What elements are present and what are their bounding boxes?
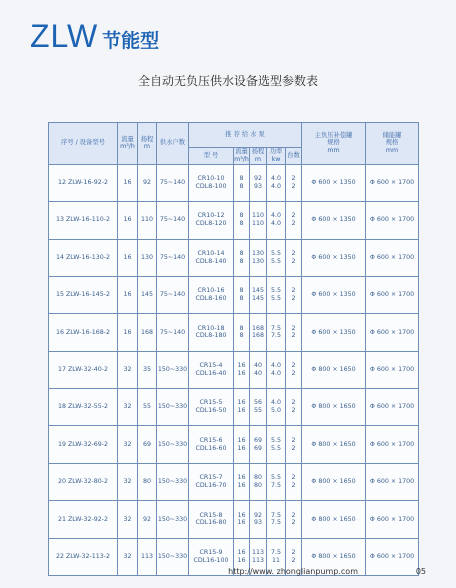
header-tank2-label: 储能罐 [382, 131, 402, 139]
households-cell: 150~330 [157, 463, 189, 500]
pump-model-value: CR15-9 [199, 548, 223, 556]
pump-head-value: 168 [251, 324, 265, 332]
pump-model-value: CR10-16 [197, 287, 225, 295]
pump-head-value: 92 [253, 511, 262, 519]
flow-cell: 32 [118, 389, 138, 426]
pump-count-cell [286, 426, 302, 463]
header-tank1-sub: 规格 [327, 139, 340, 147]
pump-head-cell [250, 426, 267, 463]
table-row [49, 426, 419, 463]
table-row [49, 314, 419, 351]
header-pump-group: 推 荐 给 水 泵 [189, 123, 302, 148]
pump-head-value: 69 [253, 444, 262, 452]
flow-cell: 32 [118, 426, 138, 463]
power-cell [267, 351, 286, 388]
pump-head-value: 110 [251, 212, 265, 220]
tank2-spec-cell: Φ 600 × 1700 [366, 239, 419, 276]
flow-cell: 16 [118, 239, 138, 276]
pump-flow-cell [234, 276, 250, 313]
power-value: 7.5 [270, 332, 281, 340]
pump-head-cell [250, 164, 267, 201]
header-pump-flow-unit: m³/h [234, 155, 249, 163]
table-row [49, 389, 419, 426]
pump-count-value: 2 [291, 332, 296, 340]
pump-model-value: CR15-4 [199, 362, 223, 369]
pump-flow-cell [234, 202, 250, 239]
pump-flow-value: 16 [237, 436, 246, 444]
power-value: 7.5 [270, 482, 281, 490]
pump-head-value: 93 [253, 519, 262, 527]
pump-flow-value: 16 [237, 362, 246, 369]
power-cell [267, 164, 286, 201]
table-row [49, 501, 419, 538]
pump-count-value: 2 [291, 220, 296, 228]
pump-head-cell [250, 239, 267, 276]
header-pump-flow [234, 148, 250, 165]
tank1-spec-cell: Φ 800 × 1650 [302, 426, 366, 463]
pump-model-cell [189, 202, 234, 239]
pump-head-cell [250, 463, 267, 500]
head-cell: 113 [138, 538, 157, 575]
table-header [49, 123, 419, 165]
head-cell: 130 [138, 239, 157, 276]
header-households: 供水户数 [157, 123, 189, 165]
tank1-spec-cell: Φ 800 × 1650 [302, 351, 366, 388]
tank2-spec-cell: Φ 600 × 1700 [366, 351, 419, 388]
footer-url[interactable]: http://www. zhonglianpump.com [228, 567, 358, 576]
pump-model-cell [189, 164, 234, 201]
seq-model-cell: 12 ZLW-16-92-2 [49, 164, 118, 201]
pump-count-cell [286, 351, 302, 388]
header-head [138, 123, 157, 165]
power-value: 4.0 [270, 399, 281, 407]
pump-count-cell [286, 463, 302, 500]
pump-head-value: 93 [253, 182, 262, 190]
header-power-label: 功率 [269, 148, 283, 155]
power-cell [267, 202, 286, 239]
spec-table [48, 122, 419, 576]
seq-model-cell: 18 ZLW-32-55-2 [49, 389, 118, 426]
pump-model-value: CR15-7 [199, 474, 223, 482]
pump-count-value: 2 [291, 175, 296, 183]
head-cell: 92 [138, 164, 157, 201]
pump-model-value: CDL16-40 [195, 369, 227, 377]
tank1-spec-cell: Φ 800 × 1650 [302, 463, 366, 500]
pump-count-value: 2 [291, 324, 296, 332]
pump-model-cell [189, 501, 234, 538]
header-flow-unit: m³/h [120, 143, 135, 151]
tank2-spec-cell: Φ 600 × 1700 [366, 426, 419, 463]
table-row [49, 239, 419, 276]
pump-flow-value: 16 [237, 548, 246, 556]
header-power [267, 148, 286, 165]
pump-head-value: 110 [251, 220, 265, 228]
header-tank1-label: 主负压补偿罐 [314, 131, 353, 139]
tank2-spec-cell: Φ 600 × 1700 [366, 164, 419, 201]
head-cell: 35 [138, 351, 157, 388]
pump-model-value: CDL8-180 [195, 332, 227, 340]
power-cell [267, 389, 286, 426]
seq-model-cell: 21 ZLW-32-92-2 [49, 501, 118, 538]
pump-head-value: 113 [251, 548, 265, 556]
pump-count-cell [286, 239, 302, 276]
flow-cell: 16 [118, 276, 138, 313]
pump-model-value: CDL8-140 [195, 257, 227, 265]
tank1-spec-cell: Φ 800 × 1650 [302, 538, 366, 575]
pump-head-value: 168 [251, 332, 265, 340]
power-value: 4.0 [270, 175, 281, 183]
power-value: 5.5 [270, 249, 281, 257]
pump-head-value: 92 [253, 175, 262, 183]
table-title: 全自动无负压供水设备选型参数表 [137, 74, 318, 88]
pump-head-value: 145 [251, 295, 265, 303]
brand-heading [30, 18, 159, 55]
head-cell: 168 [138, 314, 157, 351]
households-cell: 75~140 [157, 239, 189, 276]
header-tank2-sub: 规格 [385, 139, 399, 147]
pump-model-cell [189, 276, 234, 313]
tank1-spec-cell: Φ 600 × 1350 [302, 276, 366, 313]
tank2-spec-cell: Φ 600 × 1700 [366, 501, 419, 538]
pump-model-value: CDL16-70 [195, 482, 227, 490]
table-row [49, 351, 419, 388]
pump-head-value: 40 [253, 369, 262, 377]
pump-count-value: 2 [291, 511, 296, 519]
pump-count-cell [286, 164, 302, 201]
pump-model-cell [189, 239, 234, 276]
pump-head-cell [250, 202, 267, 239]
pump-model-value: CDL16-50 [195, 407, 227, 415]
flow-cell: 32 [118, 351, 138, 388]
header-pump-head-unit: m [254, 155, 262, 163]
pump-count-value: 2 [291, 444, 296, 452]
header-seq-model: 序号 / 设备型号 [49, 123, 118, 165]
pump-head-value: 55 [253, 407, 262, 415]
pump-flow-cell [234, 463, 250, 500]
power-cell [267, 276, 286, 313]
power-value: 5.5 [270, 295, 281, 303]
pump-head-cell [250, 389, 267, 426]
pump-flow-cell [234, 351, 250, 388]
tank2-spec-cell: Φ 600 × 1700 [366, 314, 419, 351]
header-flow-label: 流量 [121, 135, 134, 143]
pump-flow-cell [234, 426, 250, 463]
households-cell: 75~140 [157, 164, 189, 201]
pump-flow-value: 8 [239, 295, 244, 303]
pump-model-value: CDL16-100 [193, 556, 229, 564]
households-cell: 75~140 [157, 202, 189, 239]
pump-count-value: 2 [291, 519, 296, 527]
pump-model-value: CDL16-80 [195, 519, 227, 527]
power-value: 11 [271, 556, 280, 564]
pump-flow-value: 8 [239, 182, 244, 190]
households-cell: 150~330 [157, 351, 189, 388]
pump-flow-value: 8 [239, 324, 244, 332]
pump-count-value: 2 [291, 287, 296, 295]
pump-model-cell [189, 351, 234, 388]
header-flow [118, 123, 138, 165]
power-cell [267, 239, 286, 276]
flow-cell: 16 [118, 314, 138, 351]
pump-head-value: 113 [251, 556, 265, 564]
pump-head-value: 69 [253, 436, 262, 444]
pump-flow-value: 8 [239, 332, 244, 340]
pump-count-value: 2 [291, 482, 296, 490]
flow-cell: 32 [118, 463, 138, 500]
tank2-spec-cell: Φ 600 × 1700 [366, 538, 419, 575]
pump-flow-value: 16 [237, 407, 246, 415]
tank1-spec-cell: Φ 600 × 1350 [302, 202, 366, 239]
pump-count-value: 2 [291, 436, 296, 444]
pump-head-value: 130 [251, 249, 265, 257]
power-value: 5.5 [270, 436, 281, 444]
pump-count-value: 2 [291, 474, 296, 482]
power-value: 7.5 [270, 519, 281, 527]
seq-model-cell: 17 ZLW-32-40-2 [49, 351, 118, 388]
pump-flow-value: 8 [239, 249, 244, 257]
head-cell: 55 [138, 389, 157, 426]
power-value: 4.0 [270, 220, 281, 228]
pump-count-value: 2 [291, 249, 296, 257]
header-pump-model: 型 号 [189, 148, 234, 165]
pump-flow-value: 8 [239, 220, 244, 228]
tank1-spec-cell: Φ 800 × 1650 [302, 501, 366, 538]
pump-count-value: 2 [291, 548, 296, 556]
seq-model-cell: 14 ZLW-16-130-2 [49, 239, 118, 276]
seq-model-cell: 22 ZLW-32-113-2 [49, 538, 118, 575]
header-head-label: 扬程 [140, 135, 154, 143]
power-value: 4.0 [270, 369, 281, 377]
pump-count-value: 2 [291, 257, 296, 265]
seq-model-cell: 15 ZLW-16-145-2 [49, 276, 118, 313]
pump-flow-cell [234, 239, 250, 276]
pump-model-value: CDL8-100 [195, 182, 227, 190]
flow-cell: 32 [118, 501, 138, 538]
pump-flow-cell [234, 389, 250, 426]
table-row [49, 164, 419, 201]
head-cell: 92 [138, 501, 157, 538]
pump-flow-value: 16 [237, 519, 246, 527]
pump-count-cell [286, 389, 302, 426]
pump-count-cell [286, 202, 302, 239]
head-cell: 110 [138, 202, 157, 239]
pump-count-cell [286, 501, 302, 538]
pump-flow-cell [234, 501, 250, 538]
pump-head-cell [250, 501, 267, 538]
power-value: 5.5 [270, 444, 281, 452]
pump-flow-value: 8 [239, 287, 244, 295]
header-count: 台数 [286, 148, 302, 165]
header-tank1 [302, 123, 366, 165]
pump-model-cell [189, 426, 234, 463]
pump-flow-value: 8 [239, 257, 244, 265]
power-value: 4.0 [270, 182, 281, 190]
pump-head-value: 56 [253, 399, 262, 407]
header-tank2-unit: mm [385, 147, 399, 155]
pump-count-value: 2 [291, 407, 296, 415]
pump-model-value: CR10-18 [197, 324, 225, 332]
pump-flow-value: 16 [237, 556, 246, 564]
households-cell: 75~140 [157, 276, 189, 313]
pump-model-value: CR10-14 [197, 249, 225, 257]
pump-head-value: 130 [251, 257, 265, 265]
power-value: 5.5 [270, 287, 281, 295]
table-body [49, 164, 419, 575]
head-cell: 80 [138, 463, 157, 500]
pump-count-cell [286, 314, 302, 351]
pump-model-value: CR10-10 [197, 175, 225, 183]
pump-head-value: 40 [253, 362, 262, 369]
tank2-spec-cell: Φ 600 × 1700 [366, 276, 419, 313]
head-cell: 145 [138, 276, 157, 313]
pump-head-cell [250, 276, 267, 313]
pump-count-value: 2 [291, 399, 296, 407]
header-power-unit: kw [271, 155, 281, 163]
table-row [49, 202, 419, 239]
pump-model-cell [189, 389, 234, 426]
households-cell: 150~330 [157, 389, 189, 426]
pump-count-value: 2 [291, 212, 296, 220]
pump-flow-value: 16 [237, 399, 246, 407]
brand-code: ZLW [30, 18, 99, 54]
power-cell [267, 501, 286, 538]
power-value: 7.5 [270, 511, 281, 519]
power-value: 5.0 [270, 407, 281, 415]
pump-count-value: 2 [291, 295, 296, 303]
pump-model-cell [189, 538, 234, 575]
brand-type: 节能型 [102, 30, 160, 52]
pump-model-value: CDL8-120 [195, 220, 227, 228]
pump-head-cell [250, 351, 267, 388]
power-value: 7.5 [270, 324, 281, 332]
pump-model-value: CR15-6 [199, 436, 223, 444]
pump-flow-value: 16 [237, 474, 246, 482]
power-value: 7.5 [270, 548, 281, 556]
head-cell: 69 [138, 426, 157, 463]
tank2-spec-cell: Φ 600 × 1700 [366, 202, 419, 239]
seq-model-cell: 20 ZLW-32-80-2 [49, 463, 118, 500]
power-cell [267, 463, 286, 500]
pump-flow-value: 16 [237, 511, 246, 519]
pump-flow-cell [234, 314, 250, 351]
pump-model-value: CR15-8 [199, 511, 223, 519]
seq-model-cell: 16 ZLW-16-168-2 [49, 314, 118, 351]
table-row [49, 463, 419, 500]
pump-model-value: CR10-12 [197, 212, 225, 220]
pump-count-value: 2 [291, 369, 296, 377]
pump-flow-value: 16 [237, 369, 246, 377]
tank2-spec-cell: Φ 600 × 1700 [366, 389, 419, 426]
pump-count-value: 2 [291, 182, 296, 190]
households-cell: 150~330 [157, 501, 189, 538]
pump-count-value: 2 [291, 362, 296, 369]
pump-model-value: CDL8-160 [195, 295, 227, 303]
table-row [49, 276, 419, 313]
pump-model-cell [189, 314, 234, 351]
pump-count-value: 2 [291, 556, 296, 564]
seq-model-cell: 13 ZLW-16-110-2 [49, 202, 118, 239]
pump-model-cell [189, 463, 234, 500]
header-pump-head-label: 扬程 [251, 148, 265, 155]
pump-flow-value: 16 [237, 482, 246, 490]
tank1-spec-cell: Φ 600 × 1350 [302, 314, 366, 351]
pump-count-cell [286, 276, 302, 313]
pump-flow-cell [234, 164, 250, 201]
tank1-spec-cell: Φ 600 × 1350 [302, 239, 366, 276]
header-pump-flow-label: 流量 [235, 148, 248, 155]
pump-head-value: 145 [251, 287, 265, 295]
flow-cell: 16 [118, 164, 138, 201]
power-value: 4.0 [270, 212, 281, 220]
pump-flow-value: 16 [237, 444, 246, 452]
flow-cell: 32 [118, 538, 138, 575]
power-value: 5.5 [270, 474, 281, 482]
power-value: 4.0 [270, 362, 281, 369]
power-value: 5.5 [270, 257, 281, 265]
pump-model-value: CDL16-60 [195, 444, 227, 452]
households-cell: 75~140 [157, 314, 189, 351]
tank2-spec-cell: Φ 600 × 1700 [366, 463, 419, 500]
seq-model-cell: 19 ZLW-32-69-2 [49, 426, 118, 463]
tank1-spec-cell: Φ 600 × 1350 [302, 164, 366, 201]
pump-head-cell [250, 314, 267, 351]
header-tank2 [366, 123, 419, 165]
pump-head-value: 80 [253, 474, 262, 482]
power-cell [267, 314, 286, 351]
header-tank1-unit: mm [327, 147, 340, 155]
power-cell [267, 426, 286, 463]
page-number: 05 [415, 567, 426, 576]
tank1-spec-cell: Φ 800 × 1650 [302, 389, 366, 426]
pump-flow-value: 8 [239, 175, 244, 183]
households-cell: 150~330 [157, 538, 189, 575]
households-cell: 150~330 [157, 426, 189, 463]
pump-model-value: CR15-5 [199, 399, 223, 407]
pump-flow-value: 8 [239, 212, 244, 220]
header-pump-head [250, 148, 267, 165]
pump-head-value: 80 [253, 482, 262, 490]
flow-cell: 16 [118, 202, 138, 239]
header-head-unit: m [143, 143, 151, 151]
